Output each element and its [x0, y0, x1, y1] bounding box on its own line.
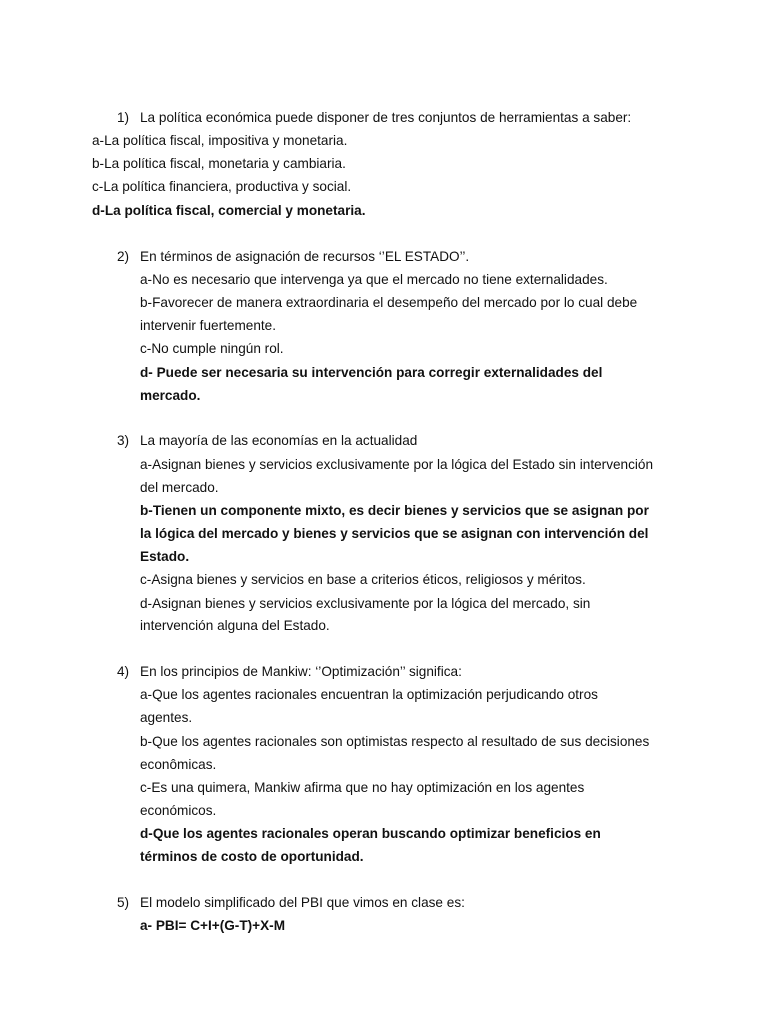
- q3-option-b-answer-line2: la lógica del mercado y bienes y servicios que se asignan con intervención del: [140, 526, 649, 541]
- q3-number: 3): [117, 433, 130, 448]
- q4-number: 4): [117, 664, 130, 679]
- q4-option-a-line1: a-Que los agentes racionales encuentran la optimización perjudicando otros: [140, 687, 598, 702]
- q3-option-a-line2: del mercado.: [140, 480, 219, 495]
- q3-option-d-line1: d-Asignan bienes y servicios exclusivamente por la lógica del mercado, sin: [140, 596, 591, 611]
- q2-option-d-answer-line1: d- Puede ser necesaria su intervención para corregir externalidades del: [140, 365, 603, 380]
- q3-text: La mayoría de las economías en la actualidad: [140, 433, 418, 448]
- q3-option-c: c-Asigna bienes y servicios en base a criterios éticos, religiosos y méritos.: [140, 572, 586, 587]
- q2-option-d-answer-line2: mercado.: [140, 388, 201, 403]
- q2-option-c: c-No cumple ningún rol.: [140, 341, 284, 356]
- q4-text: En los principios de Mankiw: ‘’Optimización’’ significa:: [140, 664, 462, 679]
- q3-option-d-line2: intervención alguna del Estado.: [140, 618, 330, 633]
- q2-option-b-line1: b-Favorecer de manera extraordinaria el desempeño del mercado por lo cual debe: [140, 295, 638, 310]
- q2-text: En términos de asignación de recursos ‘’EL ESTADO’’.: [140, 249, 470, 264]
- q1-option-c: c-La política financiera, productiva y social.: [92, 179, 352, 194]
- q2-number: 2): [117, 249, 130, 264]
- q1-option-a: a-La política fiscal, impositiva y monetaria.: [92, 133, 348, 148]
- q4-option-b-line2: econômicas.: [140, 757, 217, 772]
- q4-option-d-answer-line1: d-Que los agentes racionales operan buscando optimizar beneficios en: [140, 826, 601, 841]
- q5-number: 5): [117, 895, 130, 910]
- q5-text: El modelo simplificado del PBI que vimos en clase es:: [140, 895, 465, 910]
- q1-option-d-answer: d-La política fiscal, comercial y monetaria.: [92, 203, 366, 218]
- q2-option-b-line2: intervenir fuertemente.: [140, 318, 277, 333]
- q3-option-b-answer-line3: Estado.: [140, 549, 190, 564]
- q4-option-b-line1: b-Que los agentes racionales son optimistas respecto al resultado de sus decisiones: [140, 734, 650, 749]
- q4-option-c-line2: económicos.: [140, 803, 217, 818]
- q4-option-c-line1: c-Es una quimera, Mankiw afirma que no hay optimización en los agentes: [140, 780, 585, 795]
- q1-text: La política económica puede disponer de tres conjuntos de herramientas a saber:: [140, 110, 632, 125]
- q5-option-a-answer: a- PBI= C+I+(G-T)+X-M: [140, 918, 286, 933]
- q4-option-a-line2: agentes.: [140, 710, 193, 725]
- q3-option-a-line1: a-Asignan bienes y servicios exclusivamente por la lógica del Estado sin intervención: [140, 457, 654, 472]
- q2-option-a: a-No es necesario que intervenga ya que el mercado no tiene externalidades.: [140, 272, 608, 287]
- q1-option-b: b-La política fiscal, monetaria y cambiaria.: [92, 156, 346, 171]
- q1-number: 1): [117, 110, 130, 125]
- q4-option-d-answer-line2: términos de costo de oportunidad.: [140, 849, 364, 864]
- q3-option-b-answer-line1: b-Tienen un componente mixto, es decir bienes y servicios que se asignan por: [140, 503, 649, 518]
